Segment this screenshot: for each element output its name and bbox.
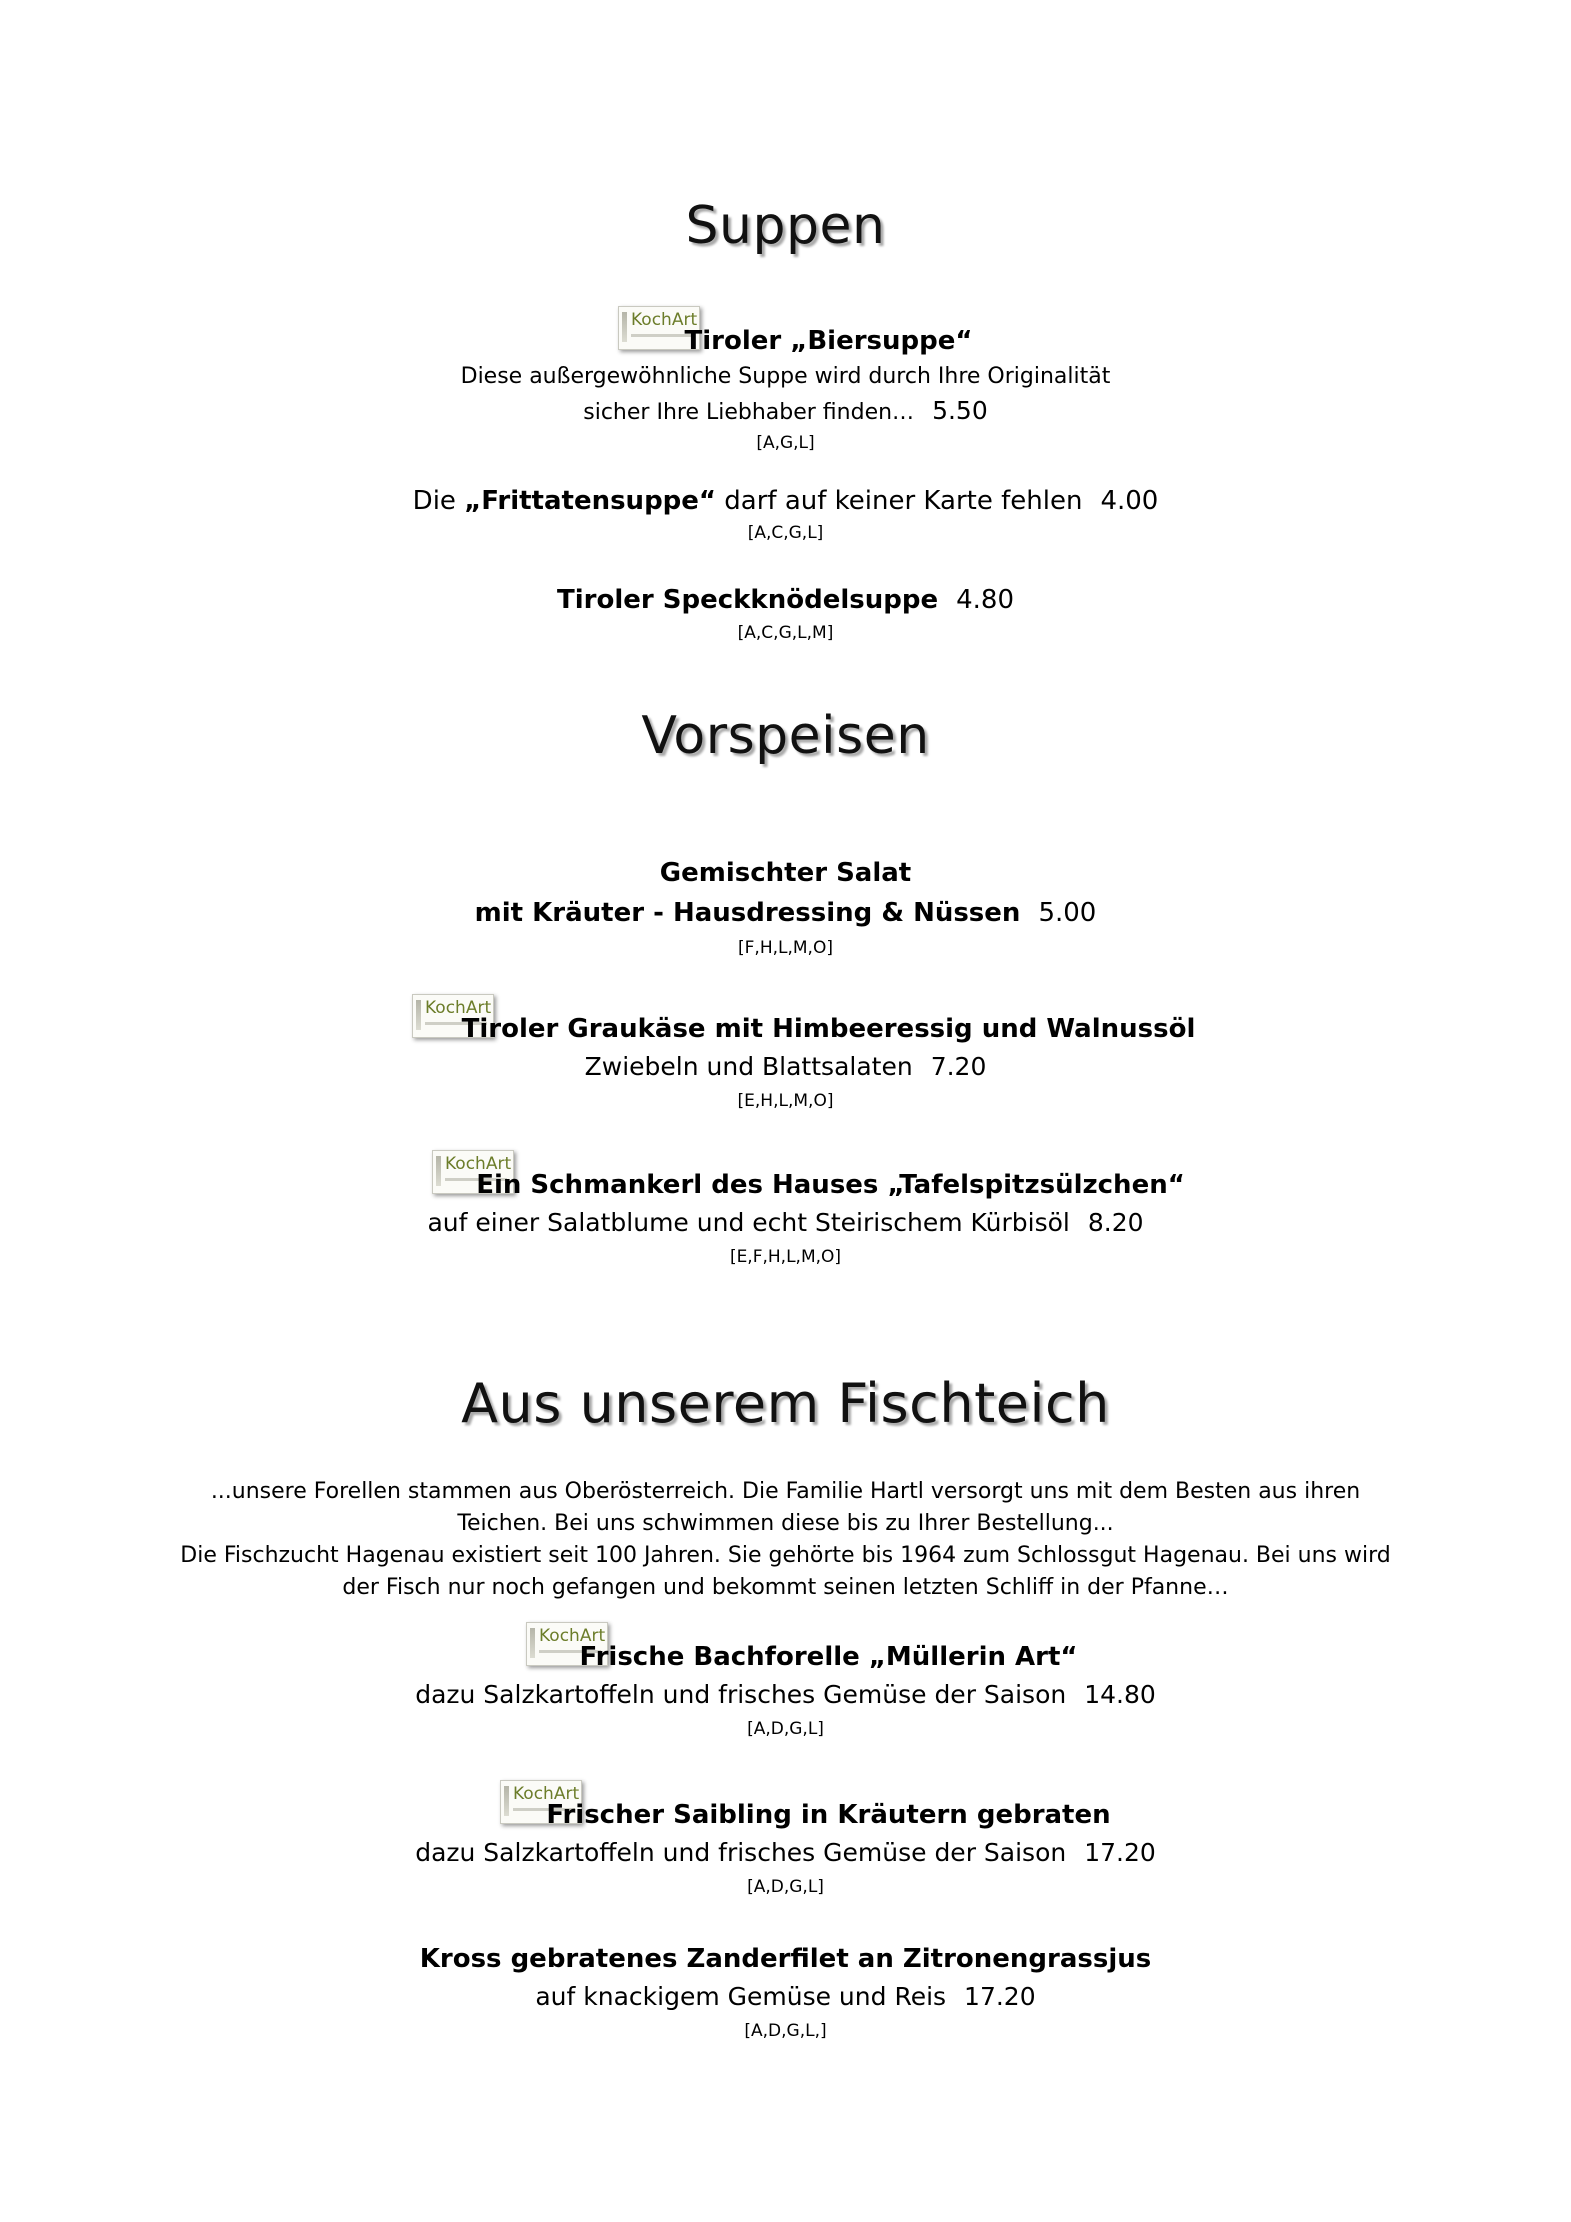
price: 17.20 [964,1982,1036,2011]
price: 14.80 [1084,1680,1156,1709]
menu-item-title: mit Kräuter - Hausdressing & Nüssen 5.00 [474,898,1097,928]
menu-item-title: Ein Schmankerl des Hauses „Tafelspitzsülzchen“ [476,1170,1185,1200]
menu-item-title: Die „Frittatensuppe“ darf auf keiner Karte fehlen 4.00 [412,486,1159,516]
price: 8.20 [1087,1208,1144,1237]
menu-item-description: dazu Salzkartoffeln und frisches Gemüse der Saison 17.20 [415,1838,1156,1867]
section-intro-text: ...unsere Forellen stammen aus Oberösterreich. Die Familie Hartl versorgt uns mit dem Besten aus ihren [210,1479,1361,1504]
kochart-logo: KochArt [500,1780,582,1824]
kochart-logo: KochArt [618,306,700,350]
price: 17.20 [1084,1838,1156,1867]
menu-item-description: dazu Salzkartoffeln und frisches Gemüse der Saison 14.80 [415,1680,1156,1709]
kochart-logo: KochArt [432,1150,514,1194]
allergen-codes: [E,F,H,L,M,O] [729,1247,842,1267]
section-intro-text: Die Fischzucht Hagenau existiert seit 100 Jahren. Sie gehörte bis 1964 zum Schlossgut Hagenau. Bei uns wird [180,1543,1391,1568]
price: 4.00 [1100,486,1159,516]
menu-item-title: Frischer Saibling in Kräutern gebraten [546,1800,1111,1830]
price: 5.50 [932,396,988,425]
section-heading-suppen: Suppen [685,196,886,256]
price: 4.80 [956,585,1014,615]
section-heading-fischteich: Aus unserem Fischteich [461,1372,1110,1435]
menu-item-title: Tiroler Speckknödelsuppe 4.80 [557,585,1014,615]
menu-item-description: auf knackigem Gemüse und Reis 17.20 [535,1982,1036,2011]
allergen-codes: [A,D,G,L] [747,1877,824,1897]
menu-item-title: Gemischter Salat [659,858,912,888]
menu-item-title: Tiroler Graukäse mit Himbeeressig und Walnussöl [461,1014,1196,1044]
menu-item-description: auf einer Salatblume und echt Steirischem Kürbisöl 8.20 [427,1208,1144,1237]
allergen-codes: [A,D,G,L] [747,1719,824,1739]
allergen-codes: [A,G,L] [756,433,815,453]
allergen-codes: [A,C,G,L] [747,523,824,543]
price: 5.00 [1038,898,1097,928]
section-intro-text: der Fisch nur noch gefangen und bekommt seinen letzten Schliff in der Pfanne… [342,1575,1229,1600]
section-heading-vorspeisen: Vorspeisen [641,706,930,766]
section-intro-text: Teichen. Bei uns schwimmen diese bis zu Ihrer Bestellung... [457,1511,1114,1536]
price: 7.20 [930,1052,987,1081]
allergen-codes: [E,H,L,M,O] [737,1091,834,1111]
menu-item-description: Zwiebeln und Blattsalaten 7.20 [584,1052,987,1081]
kochart-logo: KochArt [526,1622,608,1666]
menu-item-title: Kross gebratenes Zanderfilet an Zitronengrassjus [419,1944,1152,1974]
menu-item-description: sicher Ihre Liebhaber finden… 5.50 [583,396,988,425]
allergen-codes: [F,H,L,M,O] [738,938,833,958]
kochart-logo: KochArt [412,994,494,1038]
menu-item-description: Diese außergewöhnliche Suppe wird durch Ihre Originalität [460,364,1111,389]
allergen-codes: [A,C,G,L,M] [737,623,834,643]
menu-item-title: Frische Bachforelle „Müllerin Art“ [579,1642,1078,1672]
menu-item-title: Tiroler „Biersuppe“ [684,326,973,356]
allergen-codes: [A,D,G,L,] [744,2021,827,2041]
